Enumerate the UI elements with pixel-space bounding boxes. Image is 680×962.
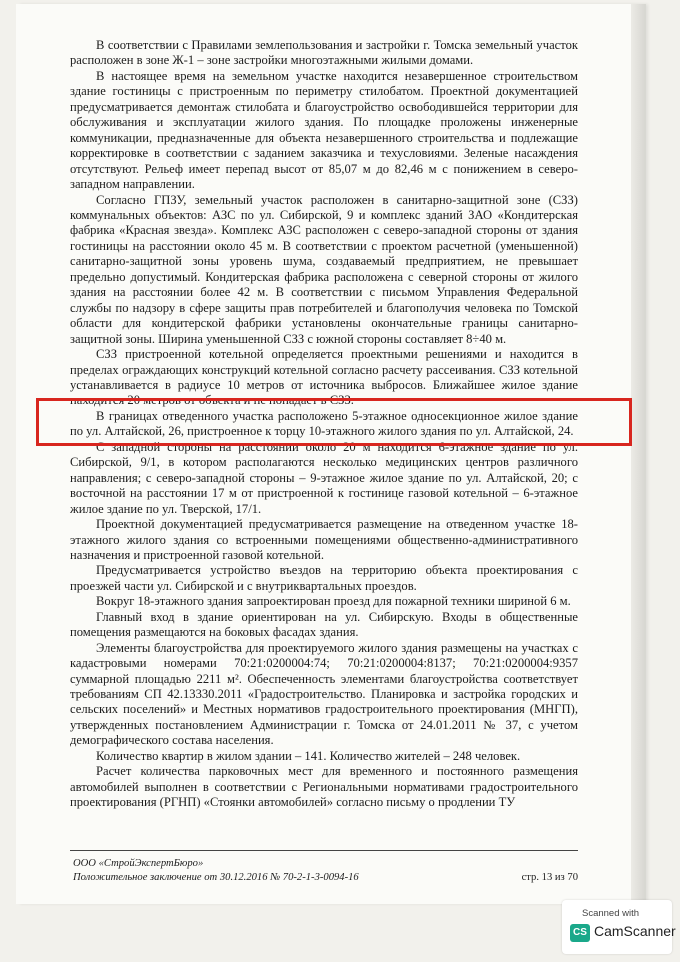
paragraph-highlighted-building: В границах отведенного участка расположено 5-этажное односекционное жилое здание по ул. Алтайской, 26, пристроенное к торцу 10-этажного жилого здания по ул. Алтайской, 24.	[70, 408, 578, 439]
page-number: стр. 13 из 70	[521, 872, 578, 883]
paragraph-zoning: В соответствии с Правилами землепользования и застройки г. Томска земельный участок расположен в зоне Ж-1 – зоне застройки многоэтажными жилыми домами.	[70, 38, 578, 68]
paragraph-parking: Расчет количества парковочных мест для временного и постоянного размещения автомобилей выполнен в соответствии с Региональными нормативами градостроительного проектирования (РГНП) «Стоянки автомобилей» согласно письму о продлении ТУ	[70, 764, 578, 810]
paragraph-current-state: В настоящее время на земельном участке находится незавершенное строительством здание гостиницы с пристроенным по периметру стилобатом. Проектной документацией предусматривается демонтаж стилобата и благоустройство освободившейся территории для обслуживания и эксплуатации жилого здания. По площадке проложены инженерные коммуникации, предназначенные для объекта незавершенного строительства и подлежащие корректировке в соответствии с заданием заказчика и техусловиями. Зеленые насаждения отсутствуют. Рельеф имеет перепад высот от 85,07 м до 82,46 м с понижением в северо-западном направлении.	[70, 68, 578, 192]
camscanner-badge	[562, 900, 676, 954]
footer-conclusion: Положительное заключение от 30.12.2016 № 70-2-1-3-0094-16	[73, 872, 359, 883]
paragraph-fire-access: Вокруг 18-этажного здания запроектирован проезд для пожарной техники шириной 6 м.	[96, 594, 571, 609]
paragraph-landscaping: Элементы благоустройства для проектируемого жилого здания размещены на участках с кадастровыми номерами 70:21:0200004:74; 70:21:0200004:8137; 70:21:0200004:9357 суммарной площадью 2211 м². Обеспеченность элементами благоустройства соответствует требованиям СП 42.13330.2011 «Градостроительство. Планировка и застройка городских и сельских поселений» и Местных нормативов градостроительного проектирования (МНГП), утвержденных постановлением Администрации г. Томска от 24.01.2011 № 37, с учетом демографического состава населения.	[70, 640, 578, 748]
footer-divider	[70, 850, 578, 851]
paragraph-sanitary-zone: Согласно ГПЗУ, земельный участок расположен в санитарно-защитной зоне (СЗЗ) коммунальных объектов: АЗС по ул. Сибирской, 9 и комплекс зданий ЗАО «Кондитерская фабрика «Красная звезда». Комплекс АЗС расположен с северо-западной стороны от здания гостиницы на расстоянии около 45 м. В соответствии с проектом расчетной (уменьшенной) санитарно-защитной зоны уровень шума, создаваемый предприятием, не превышает предельно допустимый. Кондитерская фабрика расположена с северной стороны от жилого здания на расстоянии более 42 м. В соответствии с письмом Управления Федеральной службы по надзору в сфере защиты прав потребителей и благополучия человека по Томской области для кондитерской фабрики установлены окончательные границы санитарно-защитной зоны. Ширина уменьшенной СЗЗ с южной стороны составляет 8÷40 м.	[70, 192, 578, 346]
paragraph-project: Проектной документацией предусматривается размещение на отведенном участке 18-этажного жилого здания со встроенными помещениями общественно-административного назначения и пристроенной газовой котельной.	[70, 517, 578, 562]
camscanner-logo-icon: CS	[570, 924, 590, 942]
paragraph-boiler-zone: СЗЗ пристроенной котельной определяется проектными решениями и находится в пределах ограждающих конструкций котельной согласно расчету рассеивания. СЗЗ котельной устанавливается в радиусе 10 метров от источника выбросов. Ближайшее жилое здание находится 20 метров от объекта и не попадает в СЗЗ.	[70, 347, 578, 408]
page-footer	[73, 857, 578, 885]
paragraph-neighbours: С западной стороны на расстоянии около 20 м находится 6-этажное здание по ул. Сибирской, 9/1, в котором располагаются несколько медицинских центров различного направления; с северо-западной стороны – 9-этажное жилое здание по ул. Алтайской, 20; с восточной на расстоянии 17 м от пристроенной к гостинице газовой котельной – 6-этажное жилое здание по ул. Тверской, 17/1.	[70, 439, 578, 516]
paragraph-apartments: Количество квартир в жилом здании – 141. Количество жителей – 248 человек.	[96, 748, 521, 763]
page-edge-shadow	[631, 4, 644, 904]
red-highlight-frame	[36, 398, 632, 446]
footer-company: ООО «СтройЭкспертБюро»	[73, 858, 204, 869]
scanner-caption: Scanned with	[582, 908, 640, 919]
paragraph-entrances: Предусматривается устройство въездов на территорию объекта проектирования с проезжей части ул. Сибирской и с внутриквартальных проездов.	[70, 563, 578, 593]
scanner-brand: CamScanner	[594, 923, 676, 939]
paragraph-main-entrance: Главный вход в здание ориентирован на ул. Сибирскую. Входы в общественные помещения размещаются на боковых фасадах здания.	[70, 609, 578, 640]
